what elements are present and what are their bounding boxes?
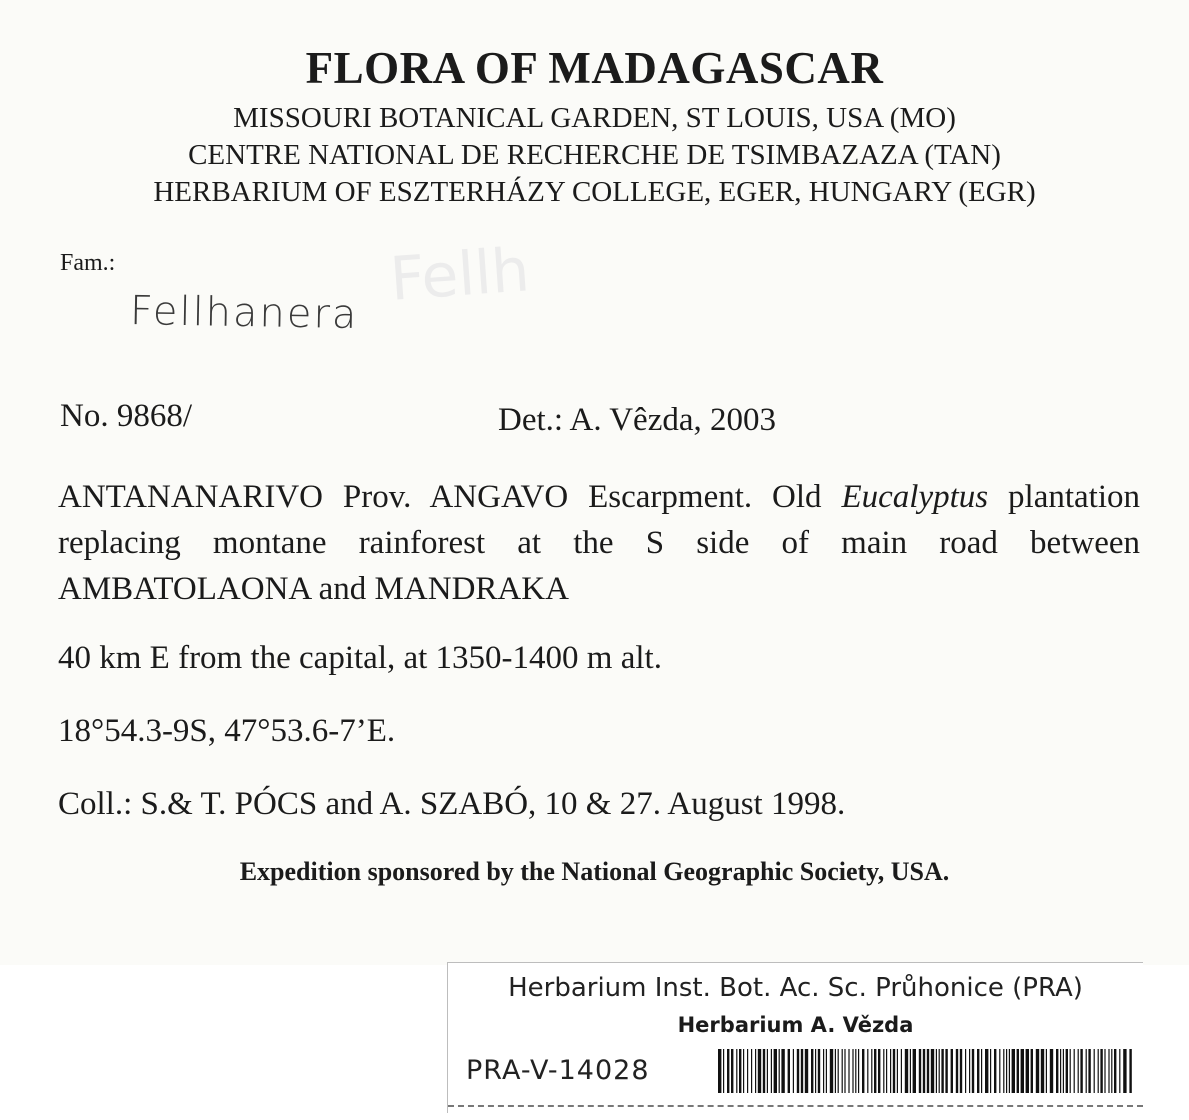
distance-altitude: 40 km E from the capital, at 1350-1400 m alt. [58,640,662,676]
family-handwritten: Fellhanera [129,288,359,338]
bleed-through-mark: Fellh [387,235,532,315]
pra-collection: Herbarium A. Vězda [677,1013,914,1037]
pra-institution: Herbarium Inst. Bot. Ac. Sc. Průhonice (PRA) [508,973,1083,1003]
barcode [718,1049,1133,1093]
determination: Det.: A. Vêzda, 2003 [498,402,777,438]
sponsor-line: Expedition sponsored by the National Geographic Society, USA. [239,857,950,886]
locality-part-1: ANTANANARIVO Prov. ANGAVO Escarpment. Old [58,479,822,515]
institution-line-3: HERBARIUM OF ESZTERHÁZY COLLEGE, EGER, HUNGARY (EGR) [153,176,1036,208]
specimen-number: No. 9868/ [60,398,192,434]
coordinates: 18°54.3-9S, 47°53.6-7’E. [58,713,396,749]
pra-accession-label [447,962,1143,1113]
locality-genus: Eucalyptus [841,479,989,515]
collectors: Coll.: S.& T. PÓCS and A. SZABÓ, 10 & 27. August 1998. [58,786,846,822]
institution-line-2: CENTRE NATIONAL DE RECHERCHE DE TSIMBAZAZA (TAN) [188,139,1001,171]
locality-description [58,474,1140,612]
family-label: Fam.: [60,250,116,276]
pra-id: PRA-V-14028 [466,1055,650,1086]
institution-line-1: MISSOURI BOTANICAL GARDEN, ST LOUIS, USA (MO) [233,102,956,134]
locality-part-2: plantation replacing montane rainforest at the S side of main road between AMBATOLAONA and MANDRAKA [58,479,1140,607]
label-title: FLORA OF MADAGASCAR [305,43,884,93]
cut-line [448,1105,1143,1107]
